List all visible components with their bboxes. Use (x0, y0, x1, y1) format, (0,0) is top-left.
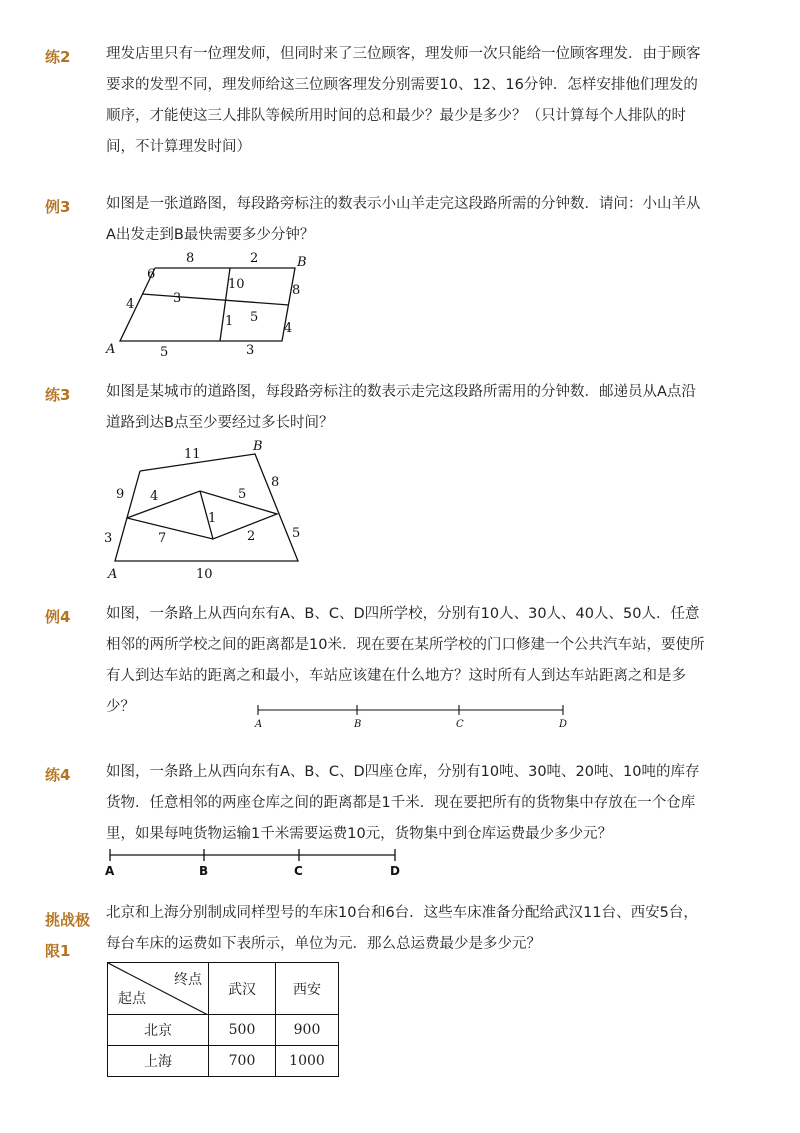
edge-label: 5 (250, 310, 259, 325)
point-a-label: A (255, 719, 263, 730)
edge-label: 10 (196, 567, 213, 582)
table-cell: 700 (209, 1046, 276, 1077)
node-b-label: B (297, 255, 307, 270)
point-b-label: B (354, 719, 362, 730)
table-cell: 1000 (276, 1046, 339, 1077)
header-start-label: 起点 (118, 991, 146, 1007)
edge-label: 9 (116, 487, 125, 502)
edge-label: 4 (284, 321, 293, 336)
edge-label: 3 (173, 291, 182, 306)
edge-label: 4 (150, 489, 159, 504)
section-label-challenge1 (45, 905, 90, 967)
section-label-li4: 例4 (45, 608, 71, 626)
number-line-schools (250, 700, 580, 730)
problem-text-lian4: 如图，一条路上从西向东有A、B、C、D四座仓库，分别有10吨、30吨、20吨、10吨的库存货物．任意相邻的两座仓库之间的距离都是1千米．现在要把所有的货物集中存放在一个仓库里，如果每吨货物运输1千米需要运费10元，货物集中到仓库运费最少多少元？ (106, 764, 700, 842)
problem-text-li4: 如图，一条路上从西向东有A、B、C、D四所学校，分别有10人、30人、40人、50人．任意相邻的两所学校之间的距离都是10米．现在要在某所学校的门口修建一个公共汽车站，要使所有人到达车站的距离之和最小，车站应该建在什么地方？这时所有人到达车站距离之和是多少？ (106, 606, 705, 715)
row-header: 上海 (108, 1046, 209, 1077)
edge-label: 5 (238, 487, 247, 502)
edge-label: 4 (126, 297, 135, 312)
point-c-label: C (294, 864, 303, 878)
problem-text-li3: 如图是一张道路图，每段路旁标注的数表示小山羊走完这段路所需的分钟数．请问：小山羊从A出发走到B最快需要多少分钟？ (106, 196, 701, 243)
header-end-label: 终点 (174, 972, 202, 988)
edge-label: 8 (292, 283, 301, 298)
road-map-figure-2 (100, 436, 310, 582)
road-map-figure-1 (100, 248, 310, 363)
table-cell: 900 (276, 1015, 339, 1046)
section-label-line1: 挑战极 (45, 911, 91, 929)
number-line-warehouses (100, 845, 410, 880)
point-b-label: B (199, 864, 209, 878)
table-diagonal-header (108, 963, 209, 1015)
edge-label: 5 (160, 345, 169, 360)
section-label-lian3: 练3 (45, 386, 71, 404)
edge-label: 6 (147, 267, 156, 282)
node-a-label: A (106, 342, 116, 357)
point-c-label: C (456, 719, 464, 730)
freight-cost-table (107, 962, 339, 1077)
section-label-lian2: 练2 (45, 48, 71, 66)
point-d-label: D (559, 719, 568, 730)
row-header: 北京 (108, 1015, 209, 1046)
edge-label: 8 (271, 475, 280, 490)
edge-label: 1 (208, 511, 217, 526)
table-row (108, 1046, 339, 1077)
edge-label: 2 (247, 529, 256, 544)
edge-label: 8 (186, 251, 195, 266)
problem-text-challenge1: 北京和上海分别制成同样型号的车床10台和6台．这些车床准备分配给武汉11台、西安5台，每台车床的运费如下表所示，单位为元．那么总运费最少是多少元？ (106, 905, 698, 952)
column-header-wuhan: 武汉 (209, 963, 276, 1015)
point-d-label: D (390, 864, 400, 878)
section-label-lian4: 练4 (45, 766, 71, 784)
table-row (108, 1015, 339, 1046)
edge-label: 10 (228, 277, 245, 292)
edge-label: 11 (184, 447, 201, 462)
table-cell: 500 (209, 1015, 276, 1046)
node-a-label: A (108, 567, 118, 582)
edge-label: 7 (158, 531, 167, 546)
edge-label: 3 (246, 343, 255, 358)
section-label-li3: 例3 (45, 198, 71, 216)
node-b-label: B (253, 439, 263, 454)
edge-label: 1 (225, 314, 234, 329)
edge-label: 3 (104, 531, 113, 546)
problem-text-lian3: 如图是某城市的道路图，每段路旁标注的数表示走完这段路所需用的分钟数．邮递员从A点沿道路到达B点至少要经过多长时间？ (106, 384, 696, 431)
edge-label: 2 (250, 251, 259, 266)
problem-text-lian2: 理发店里只有一位理发师，但同时来了三位顾客，理发师一次只能给一位顾客理发．由于顾客要求的发型不同，理发师给这三位顾客理发分别需要10、12、16分钟．怎样安排他们理发的顺序，才能使这三人排队等候所用时间的总和最少？最少是多少？（只计算每个人排队的时间，不计算理发时间） (106, 46, 701, 155)
point-a-label: A (105, 864, 115, 878)
column-header-xian: 西安 (276, 963, 339, 1015)
section-label-line2: 限1 (45, 942, 71, 960)
edge-label: 5 (292, 526, 301, 541)
